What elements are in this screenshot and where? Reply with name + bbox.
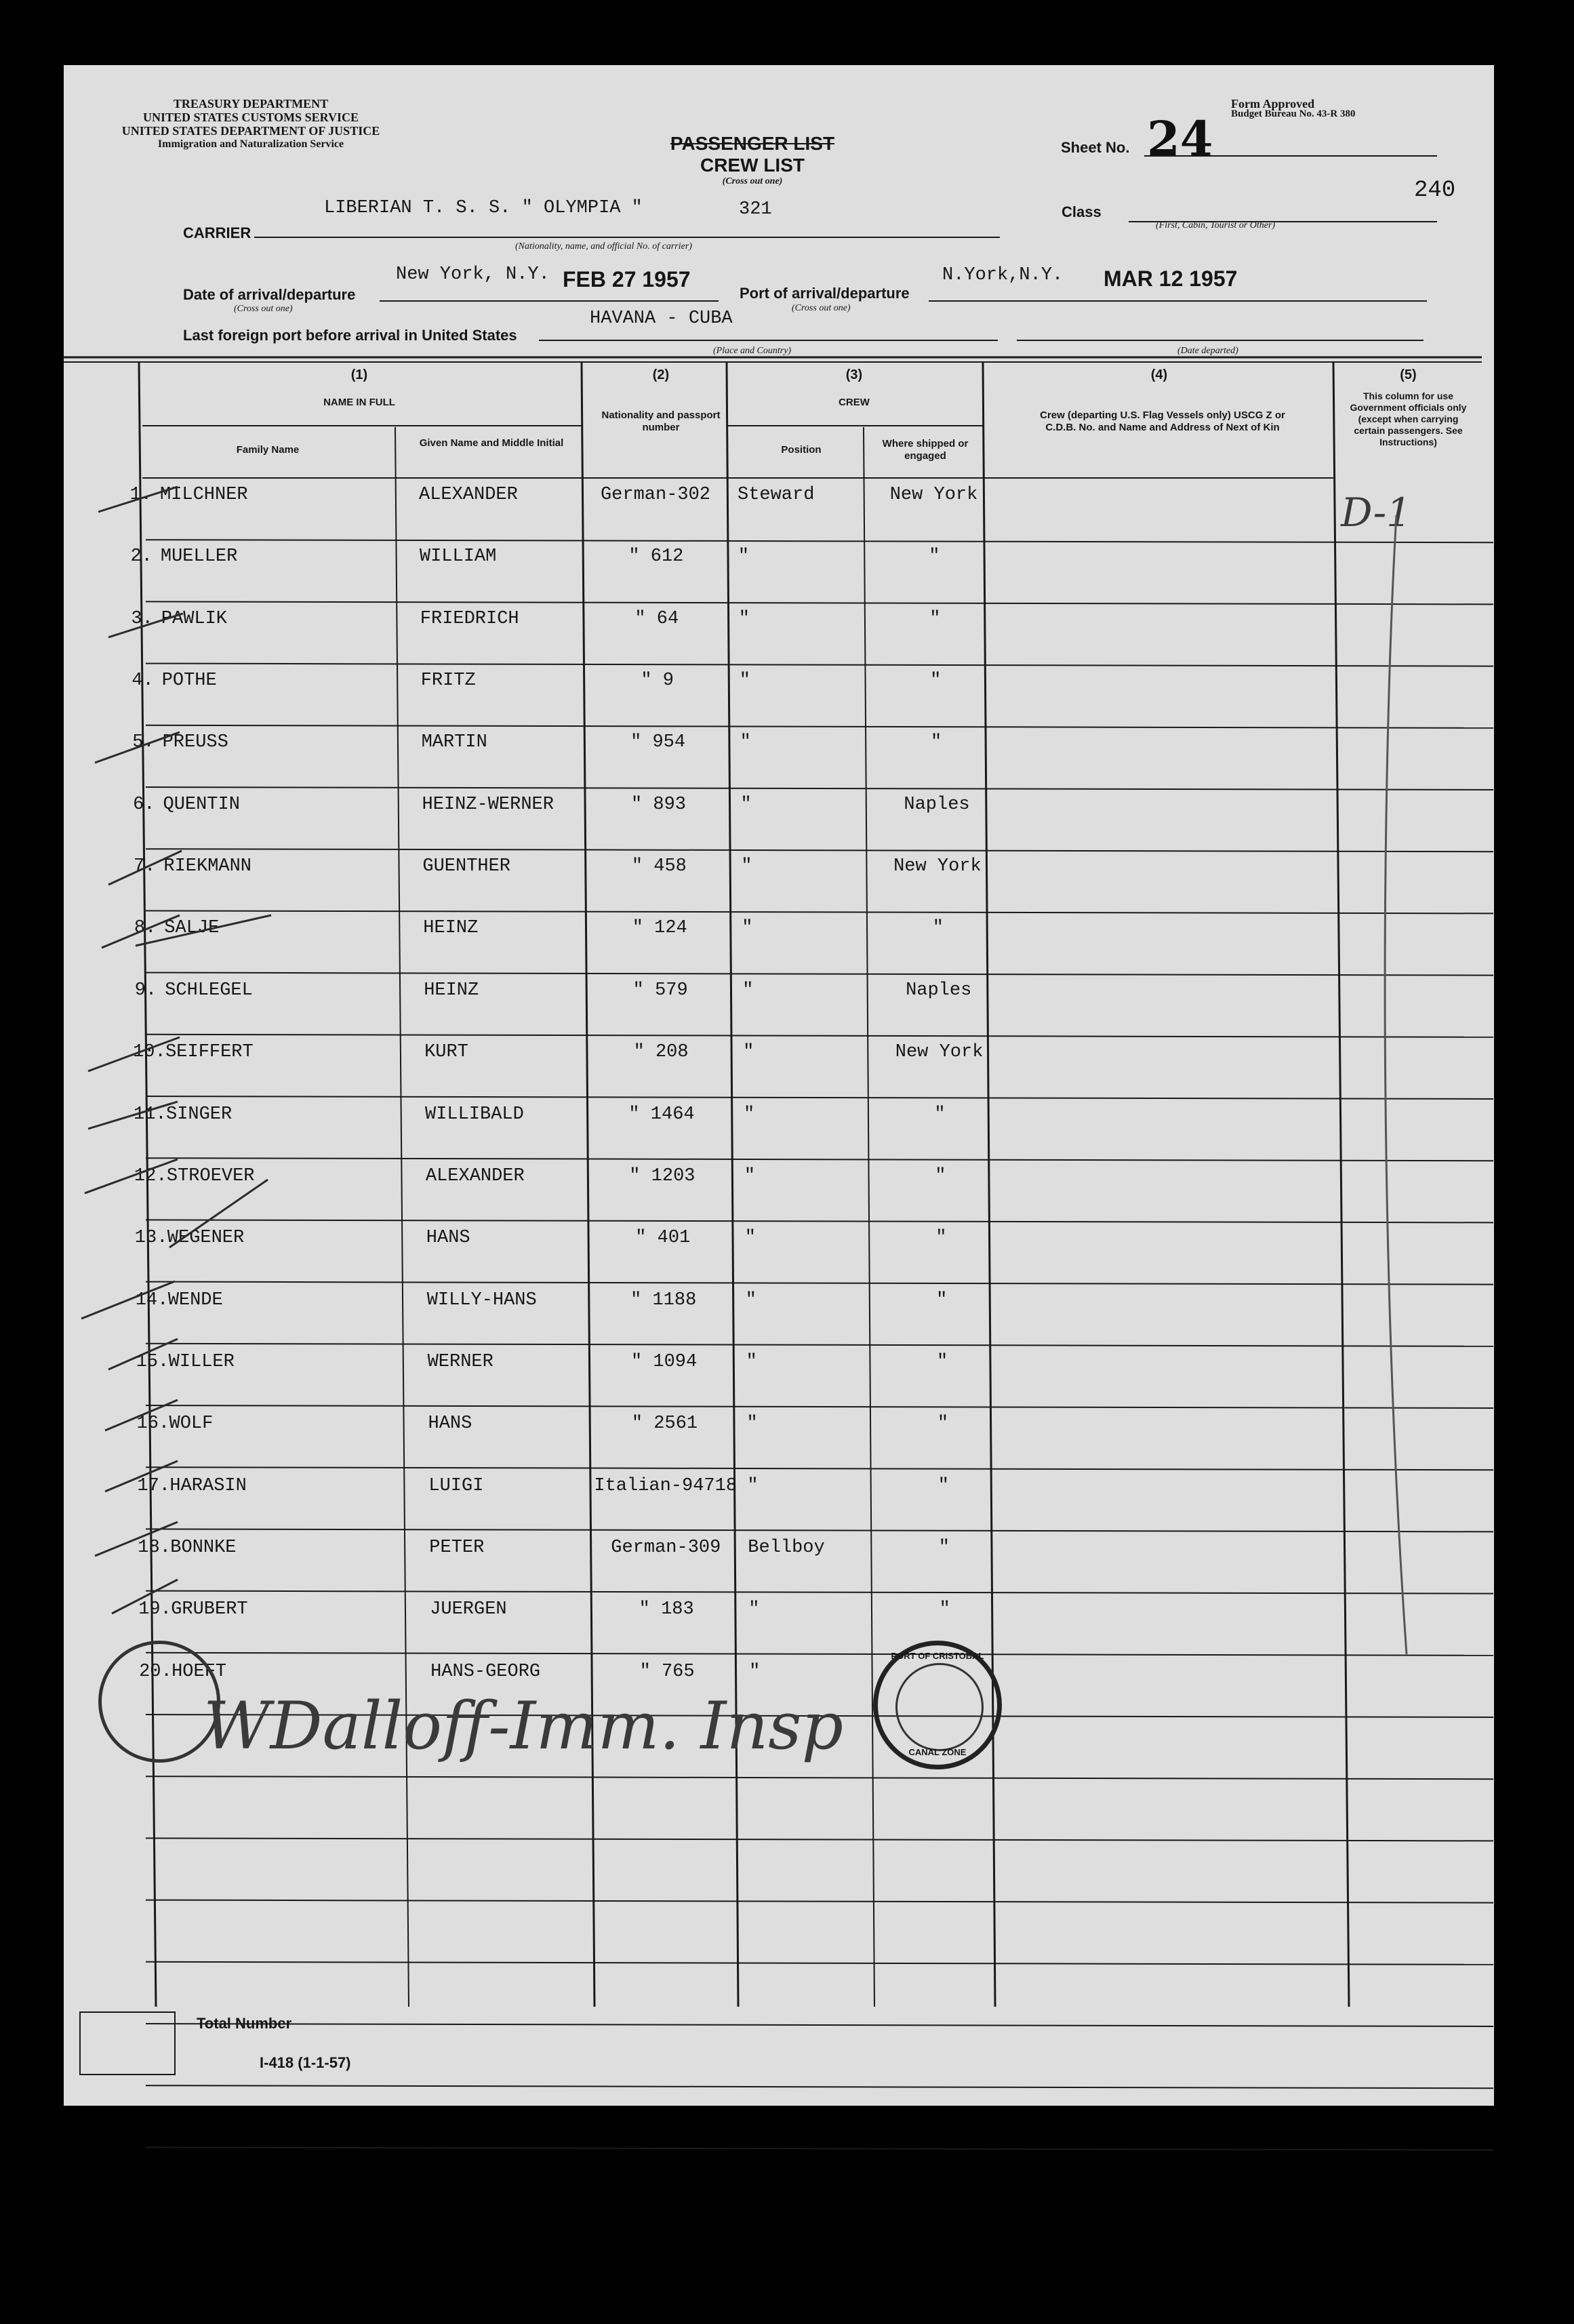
cell-no: 13. [134, 1228, 168, 1249]
cell-pos: " [746, 1351, 757, 1372]
row-rule [146, 1467, 1493, 1470]
cell-where: " [932, 918, 944, 939]
form-number: I-418 (1-1-57) [260, 2054, 351, 2071]
where-shipped-header-text: Where shipped or engaged [882, 438, 969, 462]
cell-family: PAWLIK [161, 608, 228, 629]
cell-no: 14. [135, 1289, 169, 1310]
cell-family: WILLER [168, 1351, 235, 1372]
cell-given: LUIGI [428, 1475, 484, 1496]
cell-pos: " [744, 1228, 756, 1249]
cell-given: ALEXANDER [425, 1165, 525, 1186]
cell-given: HEINZ [424, 980, 479, 1001]
cell-family: WOLF [169, 1414, 214, 1435]
cell-no: 20. [139, 1661, 172, 1682]
row-rule [146, 1838, 1493, 1841]
cell-pos: " [740, 732, 751, 753]
cell-where: " [930, 732, 942, 753]
cell-no: 8. [134, 918, 157, 939]
row-rule [146, 1962, 1493, 1965]
cell-nat: " 401 [635, 1228, 691, 1249]
col1-number: (1) [350, 367, 368, 382]
position-header: Position [781, 444, 822, 456]
agency-line: TREASURY DEPARTMENT [173, 97, 329, 111]
cell-nat: " 183 [639, 1599, 694, 1620]
cell-pos: " [742, 980, 754, 1001]
cell-given: WERNER [427, 1351, 493, 1372]
cell-given: HANS [428, 1414, 472, 1435]
cell-no: 17. [137, 1475, 170, 1496]
port-label: Port of arrival/departure [740, 285, 910, 302]
inspector-signature: WDalloff-Imm. Insp [203, 1688, 844, 1764]
last-port-label: Last foreign port before arrival in United States [183, 327, 517, 344]
crew-list-title: CREW LIST [700, 155, 805, 176]
cell-nat: Italian-94718 [594, 1475, 738, 1496]
row-rule [146, 1220, 1493, 1222]
col1-title: NAME IN FULL [323, 397, 395, 408]
cell-pos: " [744, 1104, 755, 1125]
cell-where: " [936, 1289, 948, 1310]
cell-no: 12. [134, 1165, 167, 1186]
cell-where: " [937, 1414, 949, 1435]
cell-given: KURT [424, 1042, 468, 1063]
cell-no: 1. [129, 485, 152, 505]
cell-family: WENDE [167, 1289, 223, 1310]
margin-note: D-1 [1341, 489, 1412, 536]
cell-no: 7. [133, 856, 156, 877]
cell-no: 15. [136, 1351, 169, 1372]
cell-nat: " 64 [634, 608, 679, 629]
total-number-label: Total Number [197, 2015, 292, 2032]
form-approved: Form Approved [1231, 97, 1315, 111]
cell-no: 2. [130, 546, 153, 567]
sheet-number: 24 [1147, 111, 1213, 167]
cell-given: HEINZ [423, 918, 479, 939]
cell-no: 5. [132, 732, 155, 753]
page-number: 240 [1414, 178, 1456, 203]
agency-line: UNITED STATES CUSTOMS SERVICE [143, 111, 359, 124]
cell-family: MUELLER [160, 546, 238, 567]
cell-no: 18. [138, 1537, 171, 1558]
cell-nat: " 1203 [629, 1165, 695, 1186]
row-rule [146, 1653, 1493, 1656]
cell-no: 3. [131, 608, 153, 629]
cell-pos: " [740, 794, 752, 815]
stamp-canal-zone: CANAL ZONE [908, 1747, 967, 1757]
cell-where: " [938, 1537, 950, 1558]
cell-no: 16. [136, 1414, 170, 1435]
cell-where: " [934, 1104, 946, 1125]
cell-no: 4. [132, 670, 154, 692]
stamp-left [98, 1641, 220, 1763]
sheet-label: Sheet No. [1061, 139, 1130, 156]
carrier-caption: (Nationality, name, and official No. of carrier) [515, 241, 692, 252]
cell-given: HEINZ-WERNER [422, 794, 554, 815]
row-rule [146, 1035, 1493, 1037]
col4-title [1027, 409, 1298, 434]
given-name-header [413, 437, 569, 449]
cell-nat: " 579 [632, 980, 688, 1001]
cell-where: " [936, 1351, 948, 1372]
col3-number: (3) [845, 367, 863, 382]
row-rule [146, 725, 1493, 728]
cell-where: Naples [904, 794, 970, 815]
class-caption: (First, Cabin, Tourist or Other) [1156, 220, 1276, 231]
cell-no: 9. [134, 980, 157, 1001]
cell-where: " [939, 1599, 950, 1620]
cell-family: STROEVER [166, 1165, 255, 1186]
cell-family: SALJE [164, 918, 220, 939]
cell-family: SEIFFERT [165, 1042, 254, 1063]
cell-family: MILCHNER [160, 485, 248, 505]
row-rule [146, 910, 1493, 913]
cell-pos: " [743, 1042, 754, 1063]
given-name-header-text: Given Name and Middle Initial [419, 437, 564, 449]
cell-given: JUERGEN [430, 1599, 507, 1620]
cell-nat: " 124 [632, 918, 687, 939]
col2-number: (2) [652, 367, 670, 382]
cell-given: MARTIN [421, 732, 487, 753]
cell-where: " [937, 1475, 949, 1496]
row-rule [146, 2147, 1493, 2150]
port-date: MAR 12 1957 [1104, 266, 1238, 291]
stamp-right-inner [895, 1663, 984, 1751]
cell-given: ALEXANDER [419, 485, 518, 505]
carrier-number: 321 [739, 199, 772, 220]
where-shipped-header [874, 438, 976, 462]
cell-pos: " [738, 546, 750, 567]
cell-pos: " [748, 1599, 760, 1620]
passenger-list-title: PASSENGER LIST [670, 133, 835, 154]
row-rule [146, 1900, 1493, 1903]
last-port-value: HAVANA - CUBA [590, 308, 733, 329]
cell-no: 11. [134, 1104, 167, 1125]
row-rule [146, 1158, 1493, 1161]
cell-pos: " [741, 856, 752, 877]
cell-given: WILLIBALD [425, 1104, 524, 1125]
carrier-label: CARRIER [183, 224, 251, 241]
cell-where: " [935, 1165, 946, 1186]
row-rule [146, 973, 1493, 976]
cell-nat: " 1094 [630, 1351, 698, 1372]
cell-where: " [929, 608, 941, 629]
cell-where: New York [889, 485, 978, 505]
cell-where: " [935, 1228, 947, 1249]
budget-bureau: Budget Bureau No. 43-R 380 [1231, 108, 1356, 119]
cell-where: New York [893, 856, 982, 877]
col2-title-text: Nationality and passport number [601, 409, 721, 433]
cell-nat: " 458 [631, 856, 687, 877]
row-rule [146, 2024, 1493, 2026]
row-rule [146, 849, 1493, 852]
carrier-value: LIBERIAN T. S. S. " OLYMPIA " [324, 198, 643, 218]
cell-nat: " 9 [641, 670, 674, 692]
col5-title-text: This column for use Government officials only (except when carrying certain passengers. See Instructions) [1350, 390, 1467, 447]
row-rule [146, 1591, 1493, 1594]
cell-no: 10. [133, 1042, 166, 1063]
date-from: FEB 27 1957 [563, 267, 691, 292]
place-caption: (Place and Country) [713, 346, 792, 356]
cell-nat: German-309 [611, 1537, 721, 1558]
row-rule [146, 664, 1493, 666]
col5-title [1346, 390, 1471, 448]
row-rule [146, 787, 1493, 790]
cell-where: " [929, 546, 940, 567]
cell-nat: " 612 [628, 546, 684, 567]
cell-where: Naples [906, 980, 972, 1001]
cell-family: SCHLEGEL [165, 980, 253, 1001]
cell-nat: " 1188 [630, 1289, 697, 1310]
cell-nat: " 765 [639, 1661, 695, 1682]
cell-no: 6. [133, 794, 155, 815]
date-departed-caption: (Date departed) [1177, 346, 1238, 356]
cell-nat: " 954 [630, 732, 686, 753]
cell-pos: " [745, 1289, 756, 1310]
cell-family: RIEKMANN [163, 856, 252, 877]
cell-nat: German-302 [600, 485, 711, 505]
cell-nat: " 208 [633, 1042, 689, 1063]
row-rule [146, 2085, 1493, 2088]
date-cross-caption: (Cross out one) [234, 304, 293, 314]
cell-pos: Bellboy [748, 1537, 825, 1558]
col4-number: (4) [1150, 367, 1168, 382]
stamp-right [873, 1641, 1002, 1769]
row-rule [146, 1282, 1493, 1285]
cell-family: POTHE [161, 670, 217, 692]
cell-family: QUENTIN [163, 794, 240, 815]
family-name-header: Family Name [236, 444, 300, 456]
agency-line: UNITED STATES DEPARTMENT OF JUSTICE [121, 124, 380, 138]
row-rule [146, 1405, 1493, 1408]
cell-given: FRIEDRICH [420, 608, 519, 629]
cell-family: GRUBERT [171, 1599, 248, 1620]
cell-given: PETER [429, 1537, 485, 1558]
cell-given: WILLY-HANS [426, 1289, 537, 1310]
row-rule [146, 1096, 1493, 1099]
cell-family: PREUSS [162, 732, 228, 753]
cell-pos: " [739, 670, 750, 692]
cell-family: HARASIN [169, 1475, 247, 1496]
row-rule [146, 1529, 1493, 1531]
cell-given: HANS [426, 1228, 470, 1249]
col3-title: CREW [839, 397, 870, 408]
row-rule [146, 1776, 1493, 1779]
cell-pos: " [738, 608, 750, 629]
cell-family: BONNKE [170, 1537, 237, 1558]
row-rule [146, 540, 1493, 542]
cell-pos: " [744, 1165, 756, 1186]
cross-out-caption: (Cross out one) [722, 176, 783, 186]
port-value: N.York,N.Y. [942, 265, 1064, 285]
cell-given: HANS-GEORG [430, 1661, 541, 1682]
cell-given: WILLIAM [419, 546, 497, 567]
class-label: Class [1062, 203, 1102, 220]
cell-given: FRITZ [420, 670, 476, 692]
cell-pos: Steward [738, 485, 815, 505]
cell-given: GUENTHER [422, 856, 511, 877]
cell-nat: " 893 [630, 794, 686, 815]
row-rule [146, 601, 1493, 604]
col5-number: (5) [1400, 367, 1417, 382]
cell-nat: " 2561 [631, 1414, 698, 1435]
agency-line: Immigration and Naturalization Service [157, 138, 344, 150]
cell-family: HOEFT [171, 1661, 227, 1682]
cell-pos: " [749, 1661, 761, 1682]
cell-pos: " [742, 918, 753, 939]
date-from-place: New York, N.Y. [396, 264, 550, 285]
cell-family: SINGER [166, 1104, 233, 1125]
cell-pos: " [747, 1475, 759, 1496]
cell-where: " [930, 670, 942, 692]
cell-pos: " [746, 1414, 758, 1435]
col4-title-text: Crew (departing U.S. Flag Vessels only) USCG Z or C.D.B. No. and Name and Address of Next of Kin [1040, 409, 1285, 433]
port-cross-caption: (Cross out one) [792, 303, 851, 313]
cell-nat: " 1464 [628, 1104, 695, 1125]
stamp-port-text: PORT OF CRISTOBAL [891, 1651, 984, 1661]
cell-family: WEGENER [167, 1228, 245, 1249]
cell-where: New York [895, 1042, 984, 1063]
cell-no: 19. [138, 1599, 171, 1620]
date-label: Date of arrival/departure [183, 286, 356, 303]
col2-title [600, 409, 722, 434]
row-rule [146, 1344, 1493, 1346]
